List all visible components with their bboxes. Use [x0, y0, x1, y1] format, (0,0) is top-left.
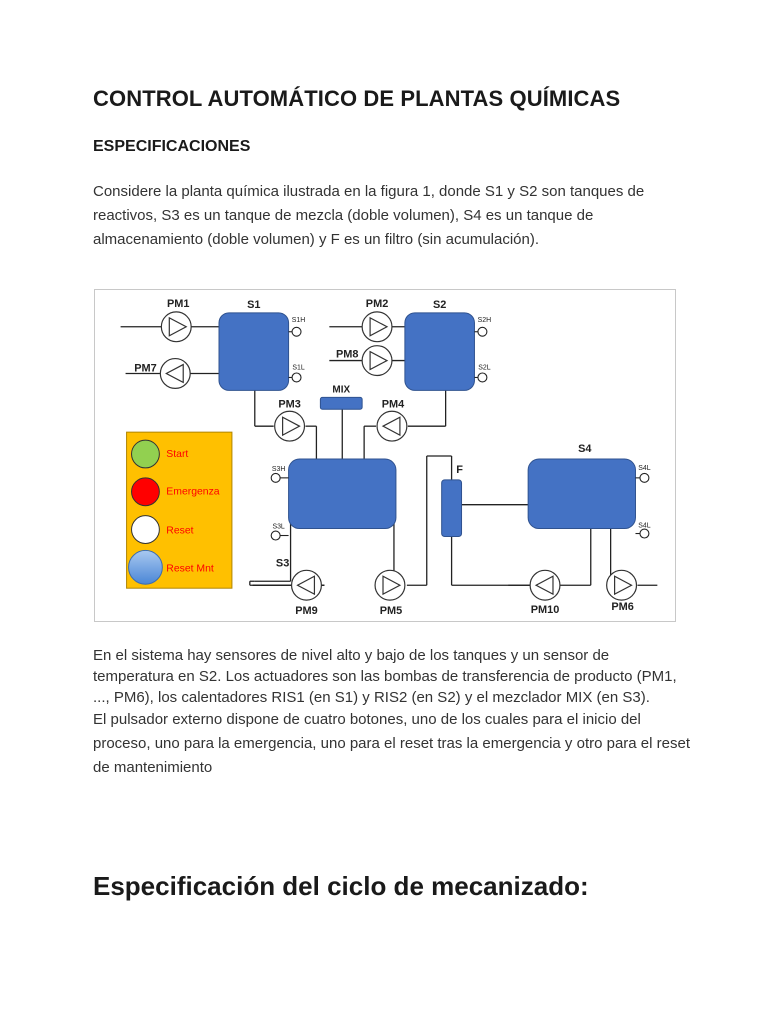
- sensor-s3l-label: S3L: [272, 523, 285, 531]
- tank-s1-label: S1: [247, 298, 261, 311]
- sensor-s2h: [474, 317, 491, 336]
- sensor-s3l: [271, 524, 288, 540]
- tank-s1: [219, 299, 289, 391]
- filter-label: F: [456, 463, 463, 476]
- sensor-s1l-label: S1L: [292, 364, 305, 372]
- sensor-s3h: [271, 466, 288, 482]
- body-paragraph-1: En el sistema hay sensores de nivel alto y bajo de los tanques y un sensor de temperatura en S2. Los actuadores son las bombas de transferencia de producto (PM1, ..., PM6), los calentadores RIS1 (en S1) y RIS2 (en S2) y el mezclador MIX (en S3).: [93, 647, 677, 706]
- reset-mnt-button-label: Reset Mnt: [166, 563, 214, 575]
- sensor-s4l: [635, 523, 650, 538]
- sensor-s1h-label: S1H: [291, 316, 306, 324]
- pump-pm10-label: PM10: [530, 604, 560, 617]
- plant-diagram: [95, 290, 675, 621]
- reset-button-label: Reset: [166, 525, 194, 537]
- sensor-s4h: [635, 465, 650, 482]
- tank-s3: [276, 459, 396, 569]
- control-panel: [127, 432, 232, 588]
- body-text: [93, 645, 693, 780]
- emergency-button-label: Emergenza: [166, 486, 220, 498]
- tank-s4: [528, 443, 635, 529]
- body-paragraph-2: El pulsador externo dispone de cuatro botones, uno de los cuales para el inicio del proceso, uno para la emergencia, uno para el reset tras la emergencia y otro para el reset de mantenimiento: [93, 711, 690, 776]
- sensor-s2h-label: S2H: [477, 316, 492, 324]
- pump-pm3: [275, 398, 305, 441]
- section-heading: ESPECIFICACIONES: [93, 138, 251, 155]
- sensor-s1l: [289, 365, 305, 382]
- sensor-s4h-label: S4L: [638, 464, 651, 472]
- pump-pm6: [607, 570, 637, 613]
- start-button-label: Start: [166, 448, 189, 460]
- sensor-s2l: [474, 365, 490, 382]
- plant-diagram-figure: [94, 289, 676, 622]
- tank-s4-label: S4: [578, 443, 592, 456]
- sensor-s4l-label: S4L: [638, 522, 651, 530]
- pump-pm4-label: PM4: [381, 398, 405, 411]
- pump-pm3-label: PM3: [278, 398, 301, 411]
- pump-pm6-label: PM6: [611, 601, 634, 614]
- pump-pm8-label: PM8: [335, 348, 359, 361]
- tank-s2: [405, 299, 475, 391]
- intro-paragraph: Considere la planta química ilustrada en la figura 1, donde S1 y S2 son tanques de reactivos, S3 es un tanque de mezcla (doble volumen), S4 es un tanque de almacenamiento (doble volumen) y F es un filtro (sin acumulación).: [93, 183, 645, 248]
- pump-pm5: [375, 570, 405, 617]
- pump-pm2-label: PM2: [365, 297, 389, 310]
- page-title: CONTROL AUTOMÁTICO DE PLANTAS QUÍMICAS: [93, 86, 621, 111]
- sensor-s2l-label: S2L: [478, 364, 491, 372]
- pump-pm4: [377, 398, 407, 441]
- tank-s3-label: S3: [275, 557, 290, 570]
- pump-pm7: [134, 359, 190, 389]
- cycle-specification-heading: Especificación del ciclo de mecanizado:: [93, 871, 589, 901]
- tank-s2-label: S2: [432, 298, 447, 311]
- filter-f: [442, 464, 464, 537]
- pump-pm10: [530, 570, 560, 616]
- pump-pm1: [161, 298, 191, 342]
- pump-pm9: [292, 570, 322, 617]
- sensor-s1h: [289, 317, 306, 336]
- mixer-label: MIX: [332, 384, 351, 396]
- mixer-mix: [320, 384, 362, 409]
- sensor-s3h-label: S3H: [271, 465, 286, 473]
- pump-pm7-label: PM7: [134, 362, 157, 375]
- pump-pm9-label: PM9: [295, 605, 318, 618]
- pump-pm5-label: PM5: [379, 605, 403, 618]
- pump-pm1-label: PM1: [167, 297, 190, 310]
- pump-pm2: [362, 298, 392, 342]
- pump-pm8: [336, 346, 392, 376]
